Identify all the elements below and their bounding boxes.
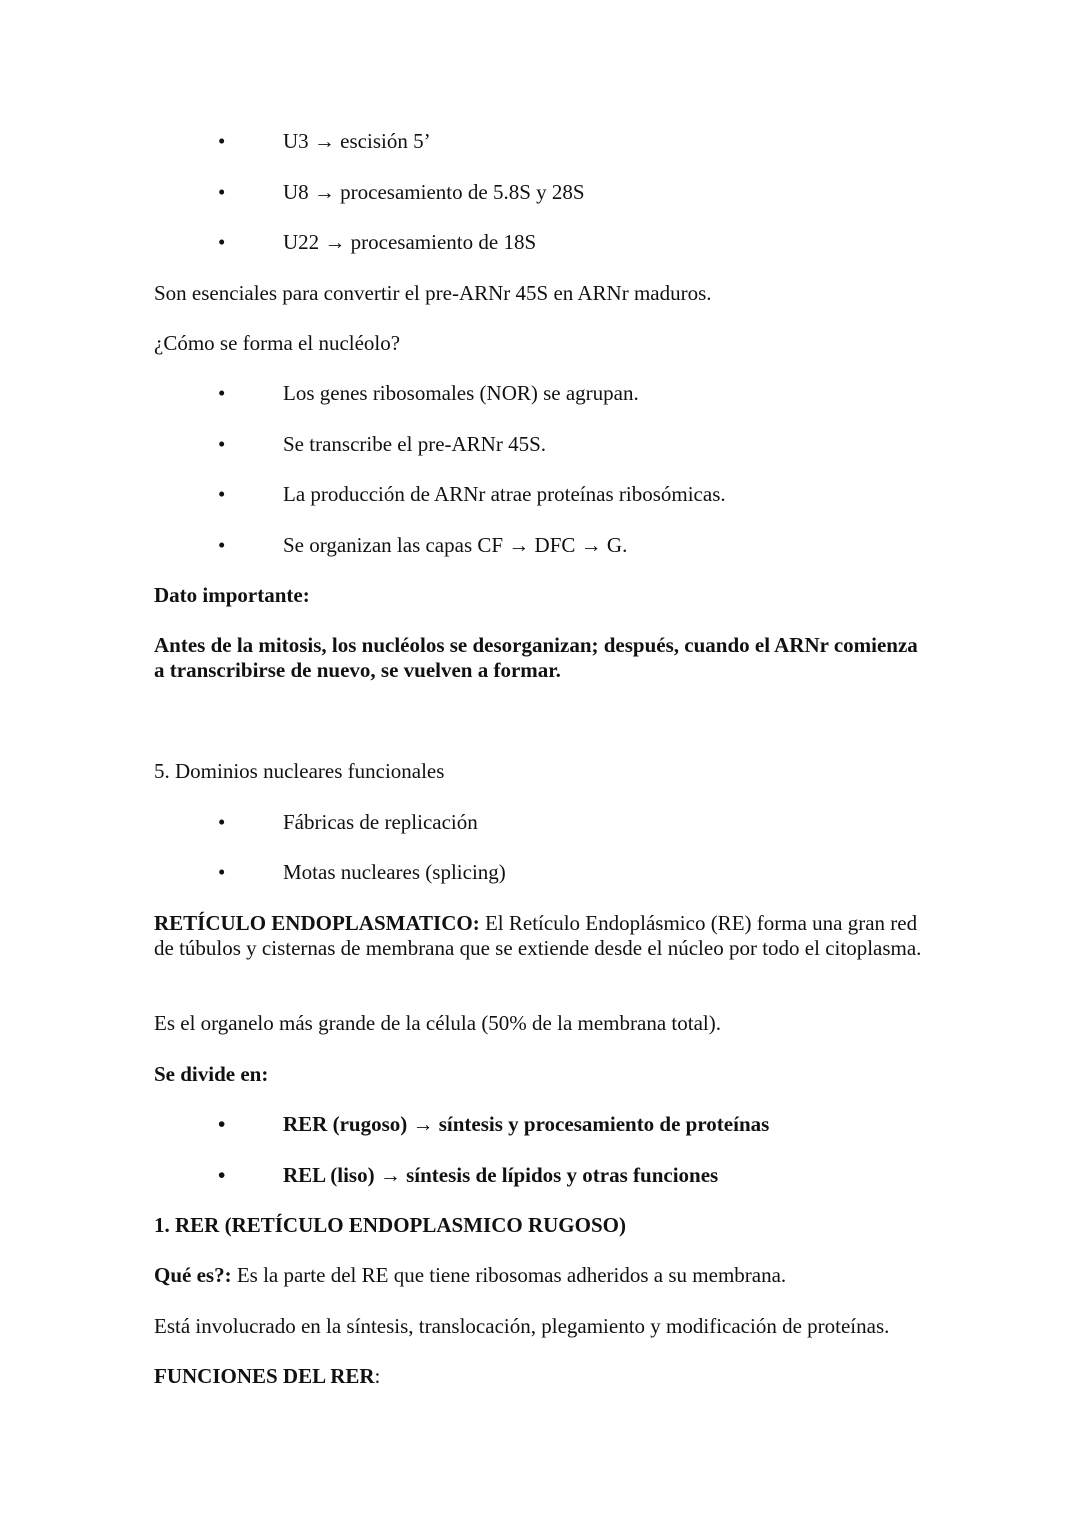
list-item-text: U3 → escisión 5’ — [283, 129, 431, 153]
funciones-colon: : — [374, 1364, 381, 1388]
list-item-text: La producción de ARNr atrae proteínas ribosómicas. — [283, 482, 726, 506]
paragraph-reticulo — [154, 911, 924, 961]
bullet-icon: • — [218, 230, 226, 254]
question-nucleolo: ¿Cómo se forma el nucléolo? — [154, 331, 401, 355]
bullet-icon: • — [218, 180, 226, 204]
bullet-icon: • — [218, 482, 226, 506]
list-item-text: U22 → procesamiento de 18S — [283, 230, 537, 254]
bullet-icon: • — [218, 1112, 226, 1136]
bullet-icon: • — [218, 860, 226, 884]
paragraph-esenciales: Son esenciales para convertir el pre-ARNr 45S en ARNr maduros. — [154, 281, 712, 305]
list-item-text: U8 → procesamiento de 5.8S y 28S — [283, 180, 585, 204]
list-item-text: REL (liso) → síntesis de lípidos y otras funciones — [283, 1163, 719, 1187]
list-item-text: Fábricas de replicación — [283, 810, 478, 834]
se-divide-label: Se divide en: — [154, 1062, 269, 1086]
reticulo-label: RETÍCULO ENDOPLASMATICO: — [154, 911, 480, 935]
que-es-label: Qué es?: — [154, 1263, 232, 1287]
funciones-heading — [154, 1364, 380, 1389]
reticulo-text: El Retículo Endoplásmico (RE) forma una gran red de túbulos y cisternas de membrana que se extiende desde el núcleo por todo el citoplasma. — [154, 911, 922, 960]
list-item-text: Se organizan las capas CF → DFC → G. — [283, 533, 628, 557]
bullet-icon: • — [218, 1163, 226, 1187]
rer-heading: 1. RER (RETÍCULO ENDOPLASMICO RUGOSO) — [154, 1213, 626, 1237]
dato-importante-label: Dato importante: — [154, 583, 310, 607]
que-es-text: Es la parte del RE que tiene ribosomas adheridos a su membrana. — [231, 1263, 787, 1287]
list-item-text: Los genes ribosomales (NOR) se agrupan. — [283, 381, 639, 405]
bullet-icon: • — [218, 129, 226, 153]
paragraph-involucrado: Está involucrado en la síntesis, translocación, plegamiento y modificación de proteínas. — [154, 1314, 890, 1338]
bullet-icon: • — [218, 810, 226, 834]
list-item-text: Se transcribe el pre-ARNr 45S. — [283, 432, 547, 456]
bullet-icon: • — [218, 381, 226, 405]
paragraph-organelo: Es el organelo más grande de la célula (50% de la membrana total). — [154, 1011, 721, 1035]
section-title-dominios: 5. Dominios nucleares funcionales — [154, 759, 445, 783]
funciones-label: FUNCIONES DEL RER — [154, 1364, 375, 1388]
list-item-text: RER (rugoso) → síntesis y procesamiento de proteínas — [283, 1112, 770, 1136]
list-item-text: Motas nucleares (splicing) — [283, 860, 506, 884]
dato-importante-text: Antes de la mitosis, los nucléolos se desorganizan; después, cuando el ARNr comienza a transcribirse de nuevo, se vuelven a formar. — [154, 633, 918, 682]
bullet-icon: • — [218, 432, 226, 456]
bullet-icon: • — [218, 533, 226, 557]
paragraph-que-es — [154, 1263, 786, 1288]
